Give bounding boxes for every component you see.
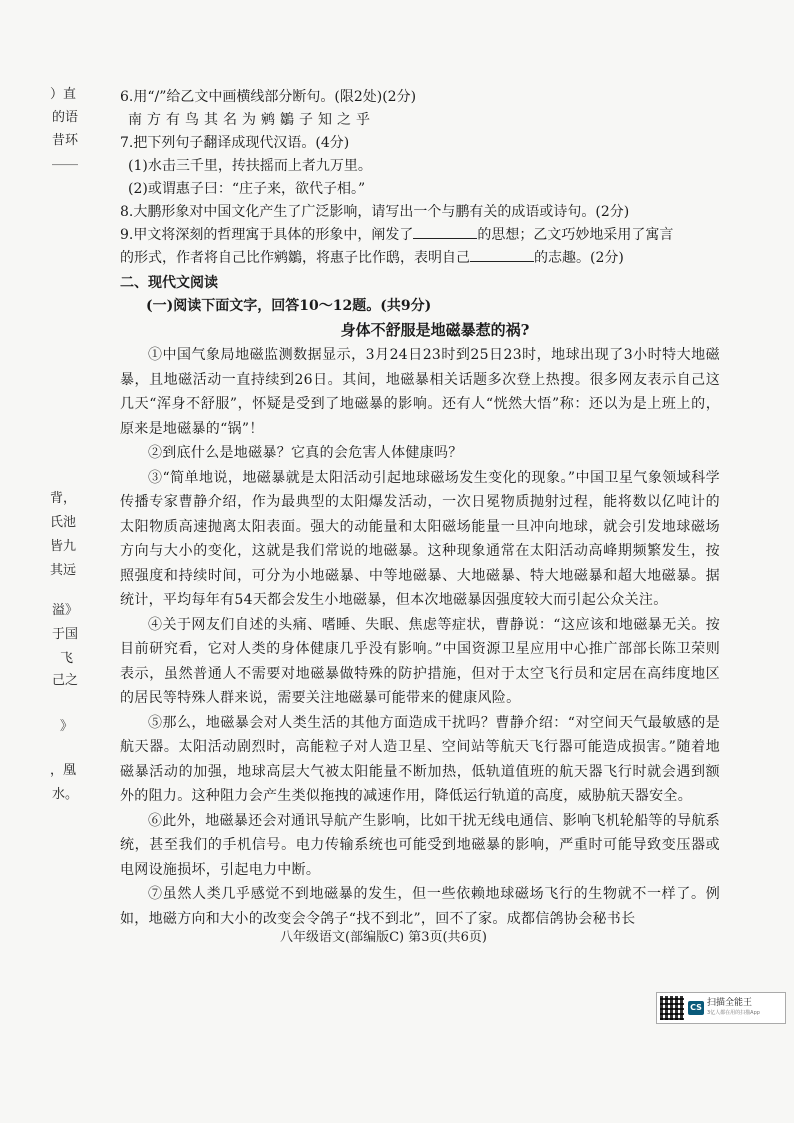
question-9-line-1 <box>120 224 720 247</box>
qr-code-icon <box>660 996 684 1020</box>
question-9-part-a: 9.甲文将深刻的哲理寓于具体的形象中，阐发了 <box>120 227 414 243</box>
question-9-part-d: 的志趣。(2分) <box>534 250 624 266</box>
scanner-watermark <box>656 992 786 1024</box>
article-paragraph: ④关于网友们自述的头痛、嗜睡、失眠、焦虑等症状，曹静说：“这应该和地磁暴无关。按目前研究看，它对人类的身体健康几乎没有影响。”中国资源卫星应用中心推广部部长陈卫荣则表示，虽然普通人不需要对地磁暴做特殊的防护措施，但对于太空飞行员和定居在高纬度地区的居民等特殊人群来说，需要关注地磁暴可能带来的健康风险。 <box>120 616 720 706</box>
exam-page <box>120 86 720 931</box>
bleed-fragment: ，凰 <box>50 763 77 778</box>
camscanner-logo-icon: CS <box>688 1001 704 1015</box>
question-9-part-c: 的形式，作者将自己比作鹓鶵，将惠子比作鸱，表明自己 <box>120 250 470 266</box>
question-7-1: (1)水击三千里，抟扶摇而上者九万里。 <box>128 158 372 174</box>
bleed-fragment: 的语 <box>52 110 79 125</box>
question-6-text: 南方有鸟其名为鹓鶵子知之乎 <box>128 112 375 128</box>
question-6: 6.用“/”给乙文中画横线部分断句。(限2处)(2分) <box>120 89 417 105</box>
bleed-fragment: ____ <box>52 151 78 166</box>
question-8: 8.大鹏形象对中国文化产生了广泛影响，请写出一个与鹏有关的成语或诗句。(2分) <box>120 204 630 220</box>
bleed-fragment: 水。 <box>52 787 79 802</box>
question-9-line-2 <box>120 247 720 270</box>
page-footer: 八年级语文(部编版C) 第3页(共6页) <box>280 930 487 945</box>
scanner-title: 扫描全能王 <box>707 998 753 1008</box>
article-title: 身体不舒服是地磁暴惹的祸? <box>340 321 530 339</box>
article-paragraph: ①中国气象局地磁监测数据显示，3月24日23时到25日23时，地球出现了3小时特大地磁暴，且地磁活动一直持续到26日。其间，地磁暴相关话题多次登上热搜。很多网友表示自己这几天“浑身不舒服”，怀疑是受到了地磁暴的影响。还有人“恍然大悟”称：还以为是上班上的，原来是地磁暴的“锅”！ <box>120 347 720 437</box>
article-paragraph: ⑤那么，地磁暴会对人类生活的其他方面造成干扰吗？曹静介绍：“对空间天气最敏感的是航天器。太阳活动剧烈时，高能粒子对人造卫星、空间站等航天飞行器可能造成损害。”随着地磁暴活动的加强，地球高层大气被太阳能量不断加热，低轨道值班的航天器飞行时就会遇到额外的阻力。这种阻力会产生类似拖拽的减速作用，降低运行轨道的高度，威胁航天器安全。 <box>120 714 720 804</box>
bleed-fragment: 其远 <box>50 563 77 578</box>
bleed-fragment: 己之 <box>52 673 79 688</box>
section-heading: 二、现代文阅读 <box>120 275 218 291</box>
answer-blank <box>413 224 477 239</box>
article-paragraph: ⑦虽然人类几乎感觉不到地磁暴的发生，但一些依赖地球磁场飞行的生物就不一样了。例如，地磁方向和大小的改变会令鸽子“找不到北”，回不了家。成都信鸽协会秘书长 <box>120 886 720 927</box>
question-7: 7.把下列句子翻译成现代汉语。(4分) <box>120 135 350 151</box>
bleed-fragment: 溢》 <box>52 603 79 618</box>
bleed-fragment: 于国 <box>52 627 79 642</box>
subsection-heading: (一)阅读下面文字，回答10～12题。(共9分) <box>146 298 432 314</box>
answer-blank <box>470 247 534 262</box>
article-paragraph: ⑥此外，地磁暴还会对通讯导航产生影响，比如干扰无线电通信、影响飞机轮船等的导航系统，甚至我们的手机信号。电力传输系统也可能受到地磁暴的影响，严重时可能导致变压器或电网设施损坏，引起电力中断。 <box>120 812 720 878</box>
bleed-fragment: 氏池 <box>50 515 77 530</box>
scanner-subtitle: 3亿人都在用的扫描App <box>707 1010 760 1016</box>
article-paragraph: ③“简单地说，地磁暴就是太阳活动引起地球磁场发生变化的现象。”中国卫星气象领域科学传播专家曹静介绍，作为最典型的太阳爆发活动，一次日冕物质抛射过程，能将数以亿吨计的太阳物质高速抛离太阳表面。强大的动能量和太阳磁场能量一旦冲向地球，就会引发地球磁场方向与大小的变化，这就是我们常说的地磁暴。这种现象通常在太阳活动高峰期频繁发生，按照强度和持续时间，可分为小地磁暴、中等地磁暴、大地磁暴、特大地磁暴和超大地磁暴。据统计，平均每年有54天都会发生小地磁暴，但本次地磁暴因强度较大而引起公众关注。 <box>120 469 720 608</box>
article-paragraph: ②到底什么是地磁暴？它真的会危害人体健康吗？ <box>148 445 463 461</box>
question-9-part-b: 的思想；乙文巧妙地采用了寓言 <box>477 227 674 243</box>
bleed-fragment: 飞 <box>60 651 74 666</box>
bleed-fragment: 皆九 <box>50 539 77 554</box>
question-7-2: (2)或谓惠子曰：“庄子来，欲代子相。” <box>128 181 366 197</box>
bleed-fragment: ）直 <box>50 87 77 102</box>
bleed-fragment: 昔环 <box>52 133 79 148</box>
bleed-fragment: 》 <box>60 719 74 734</box>
bleed-fragment: 背， <box>50 491 77 506</box>
